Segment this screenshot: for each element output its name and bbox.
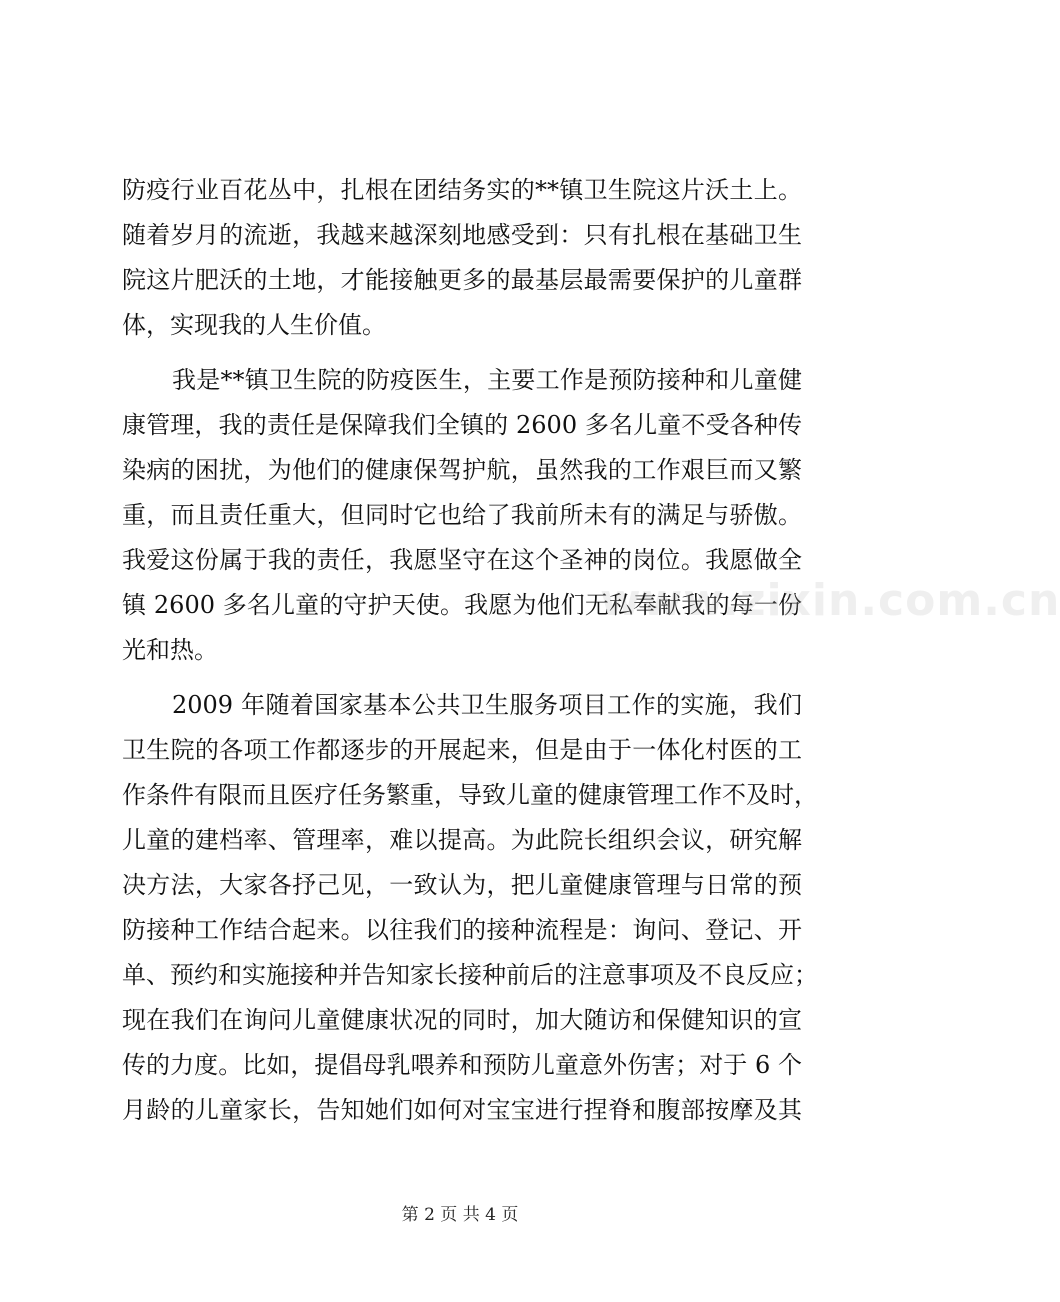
text-line: 院这片肥沃的土地，才能接触更多的最基层最需要保护的儿童群	[122, 266, 802, 294]
text-line: 康管理，我的责任是保障我们全镇的 2600 多名儿童不受各种传	[122, 411, 802, 439]
text-line: 我爱这份属于我的责任，我愿坚守在这个圣神的岗位。我愿做全	[122, 546, 802, 574]
page-number-footer: 第 2 页 共 4 页	[401, 1205, 519, 1225]
text-line: 镇 2600 多名儿童的守护天使。我愿为他们无私奉献我的每一份	[122, 591, 802, 619]
text-line: 单、预约和实施接种并告知家长接种前后的注意事项及不良反应；	[122, 961, 818, 989]
text-line: 月龄的儿童家长，告知她们如何对宝宝进行捏脊和腹部按摩及其	[122, 1096, 802, 1124]
text-line: 体，实现我的人生价值。	[122, 311, 386, 339]
text-line: 防疫行业百花丛中，扎根在团结务实的**镇卫生院这片沃土上。	[122, 176, 802, 204]
text-line: 决方法，大家各抒己见，一致认为，把儿童健康管理与日常的预	[122, 871, 802, 899]
text-line: 2009 年随着国家基本公共卫生服务项目工作的实施，我们	[172, 691, 802, 719]
text-line: 传的力度。比如，提倡母乳喂养和预防儿童意外伤害；对于 6 个	[122, 1051, 802, 1079]
text-line: 随着岁月的流逝，我越来越深刻地感受到：只有扎根在基础卫生	[122, 221, 802, 249]
watermark: www.zixin.com.cn	[600, 575, 1060, 626]
text-line: 我是**镇卫生院的防疫医生，主要工作是预防接种和儿童健	[172, 366, 802, 394]
text-line: 卫生院的各项工作都逐步的开展起来，但是由于一体化村医的工	[122, 736, 802, 764]
text-line: 儿童的建档率、管理率，难以提高。为此院长组织会议，研究解	[122, 826, 802, 854]
text-line: 作条件有限而且医疗任务繁重，导致儿童的健康管理工作不及时，	[122, 781, 818, 809]
text-line: 光和热。	[122, 636, 218, 664]
text-line: 现在我们在询问儿童健康状况的同时，加大随访和保健知识的宣	[122, 1006, 802, 1034]
text-line: 重，而且责任重大，但同时它也给了我前所未有的满足与骄傲。	[122, 501, 802, 529]
text-line: 染病的困扰，为他们的健康保驾护航，虽然我的工作艰巨而又繁	[122, 456, 802, 484]
text-line: 防接种工作结合起来。以往我们的接种流程是：询问、登记、开	[122, 916, 802, 944]
